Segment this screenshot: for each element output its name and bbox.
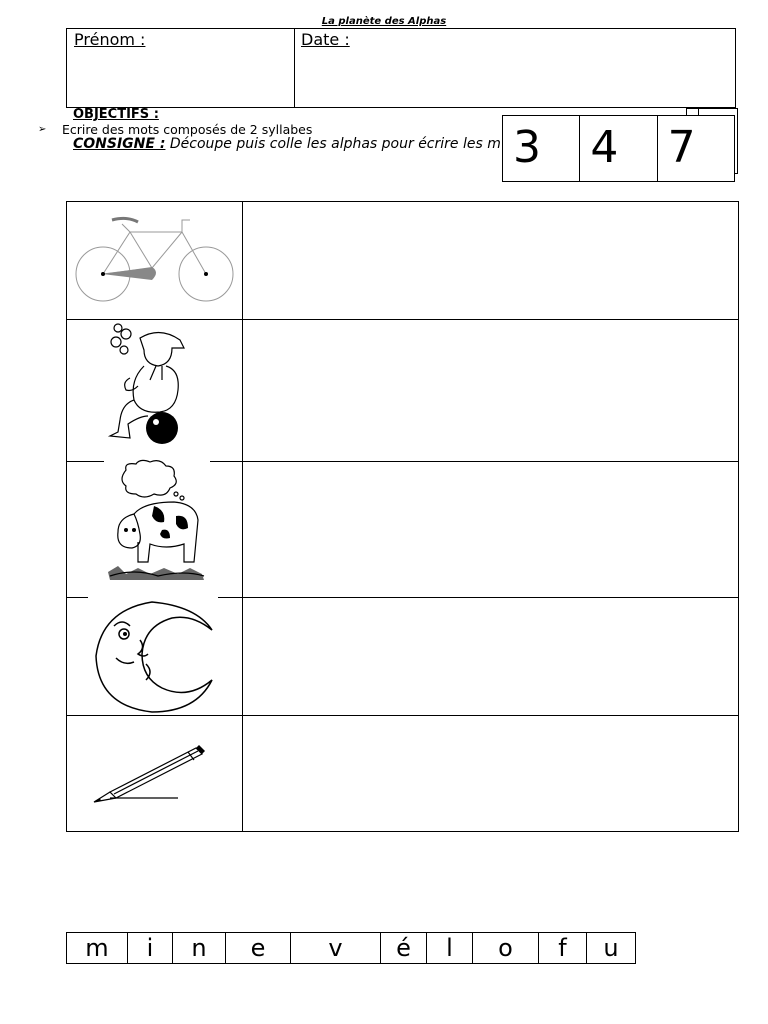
letter-tile[interactable]: n	[173, 933, 226, 963]
letter-tile[interactable]: e	[226, 933, 291, 963]
letter-tile[interactable]: l	[427, 933, 473, 963]
letter-tile[interactable]: f	[539, 933, 587, 963]
crescent-moon-icon	[88, 596, 218, 718]
letter-tile[interactable]: u	[603, 934, 619, 962]
letter-tile[interactable]: i	[128, 933, 173, 963]
page-title: La planète des Alphas	[321, 16, 447, 27]
cow-icon	[104, 458, 210, 584]
objective-item: Ecrire des mots composés de 2 syllabes	[62, 122, 313, 137]
letter-tile[interactable]: o	[473, 933, 539, 963]
letter-strip	[66, 932, 636, 964]
number-card: 7	[667, 122, 696, 173]
smoker-on-ball-icon	[100, 320, 196, 448]
number-card: 4	[580, 116, 657, 181]
consigne-line	[73, 136, 501, 152]
answer-cell[interactable]	[244, 462, 737, 596]
name-date-box	[66, 28, 736, 108]
table-column-divider	[242, 201, 243, 832]
consigne-label: CONSIGNE :	[73, 136, 166, 152]
date-label: Date :	[301, 30, 350, 49]
letter-tile[interactable]: é	[381, 933, 427, 963]
header-divider	[294, 28, 295, 108]
number-cards	[502, 115, 735, 182]
pencil-icon	[90, 742, 210, 806]
answer-cell[interactable]	[244, 716, 737, 831]
objectifs-heading: OBJECTIFS :	[73, 107, 159, 122]
answer-cell[interactable]	[244, 598, 737, 714]
letter-tile[interactable]: m	[67, 933, 128, 963]
answer-cell[interactable]	[244, 320, 737, 460]
bicycle-icon	[72, 212, 238, 308]
arrow-bullet-icon: ➢	[38, 124, 47, 135]
letter-tile[interactable]: v	[291, 933, 381, 963]
consigne-text: Découpe puis colle les alphas pour écrire les m	[165, 136, 501, 152]
number-card: 3	[503, 116, 580, 181]
prenom-label: Prénom :	[74, 30, 146, 49]
answer-cell[interactable]	[244, 202, 737, 318]
